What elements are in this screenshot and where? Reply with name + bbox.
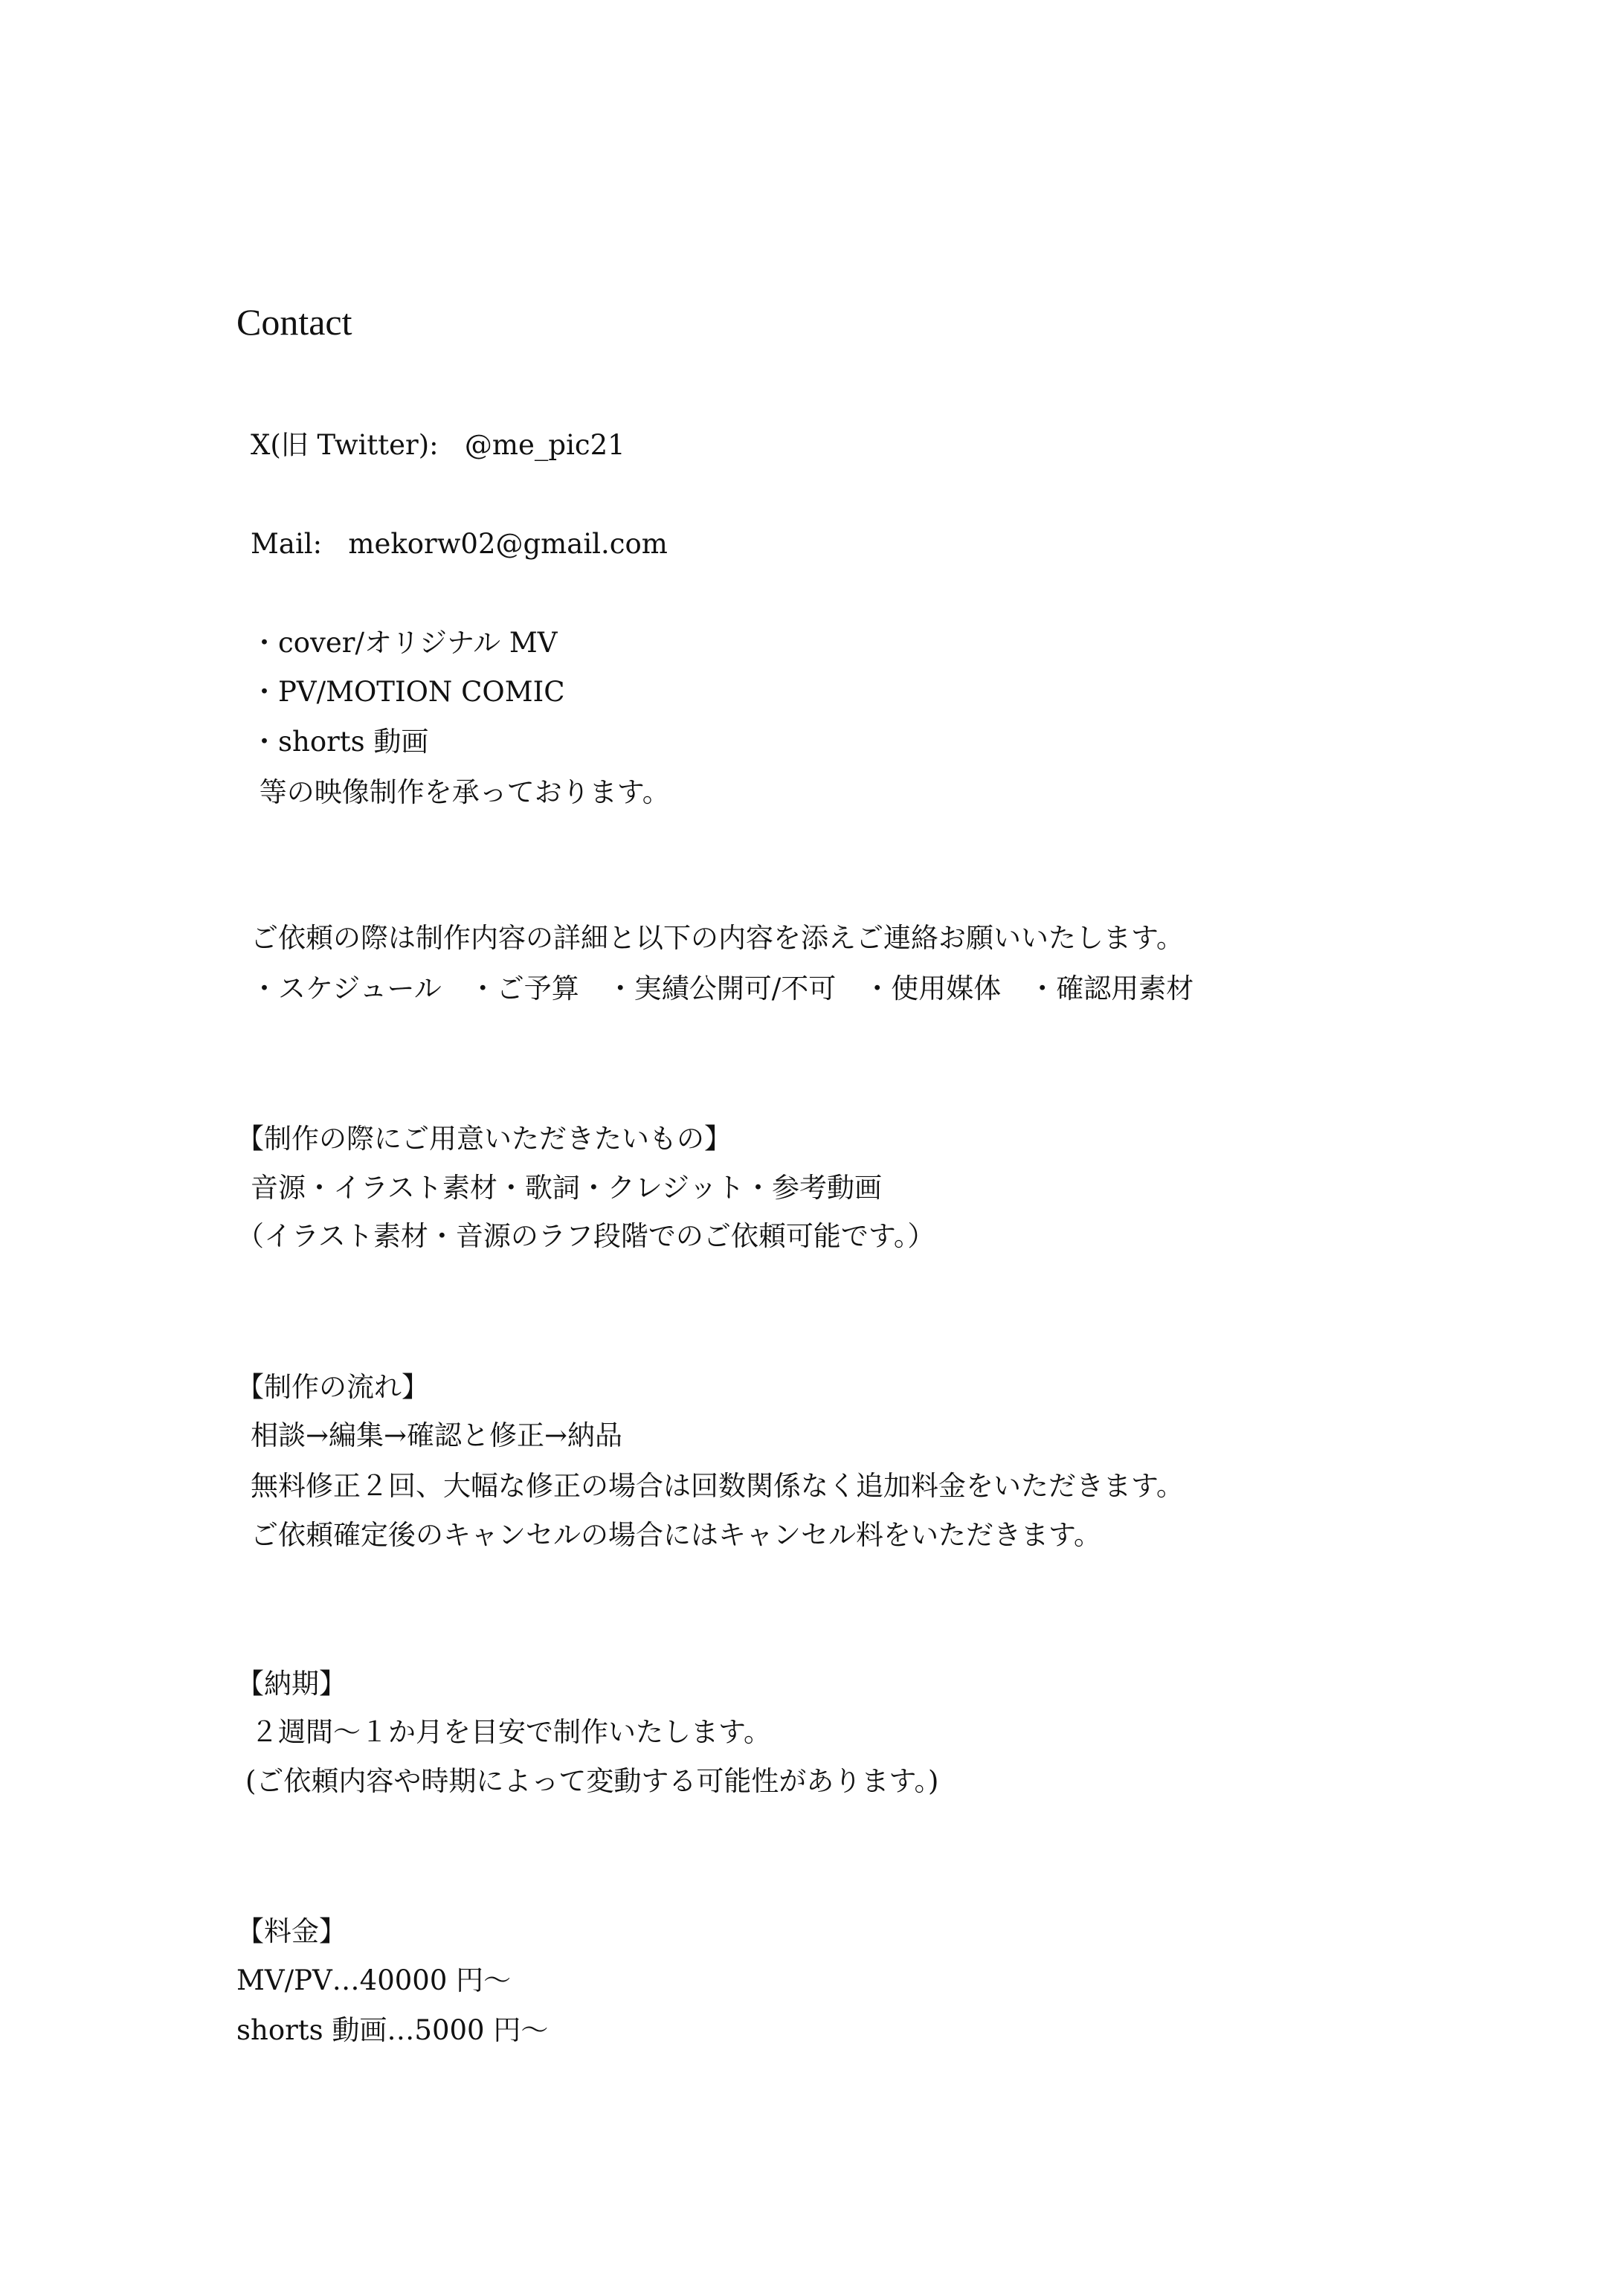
request-items: ・スケジュール ・ご予算 ・実績公開可/不可 ・使用媒体 ・確認用素材 [251,973,1194,1004]
mail-label: Mail: [251,528,323,560]
service-item: ・PV/MOTION COMIC [251,676,565,708]
flow-heading: 【制作の流れ】 [236,1371,429,1403]
flow-cancel: ご依頼確定後のキャンセルの場合にはキャンセル料をいただきます。 [251,1519,1102,1551]
materials-heading: 【制作の際にご用意いただきたいもの】 [236,1123,732,1155]
pricing-heading: 【料金】 [236,1915,347,1947]
delivery-heading: 【納期】 [236,1668,347,1700]
materials-list: 音源・イラスト素材・歌詞・クレジット・参考動画 [251,1172,882,1204]
delivery-note: (ご依頼内容や時期によって変動する可能性があります。) [245,1765,939,1797]
x-handle[interactable]: @me_pic21 [464,429,625,461]
request-text: ご依頼の際は制作内容の詳細と以下の内容を添えご連絡お願いいたします。 [251,922,1185,954]
materials-note: （イラスト素材・音源のラフ段階でのご依頼可能です。） [236,1220,935,1252]
flow-revisions: 無料修正２回、大幅な修正の場合は回数関係なく追加料金をいただきます。 [251,1470,1185,1502]
delivery-text: ２週間〜１か月を目安で制作いたします。 [251,1716,772,1748]
service-item: ・shorts 動画 [251,726,429,758]
mail-address[interactable]: mekorw02@gmail.com [348,528,668,560]
price-mv-pv: MV/PV…40000 円〜 [236,1964,512,1996]
services-note: 等の映像制作を承っております。 [251,776,670,808]
price-shorts: shorts 動画…5000 円〜 [236,2014,549,2046]
x-label: X(旧 Twitter): [251,429,439,461]
service-item: ・cover/オリジナル MV [251,627,558,659]
mail-contact-line [251,520,668,569]
flow-steps: 相談→編集→確認と修正→納品 [251,1419,623,1451]
page-title: Contact [236,301,352,343]
x-contact-line [251,421,625,470]
